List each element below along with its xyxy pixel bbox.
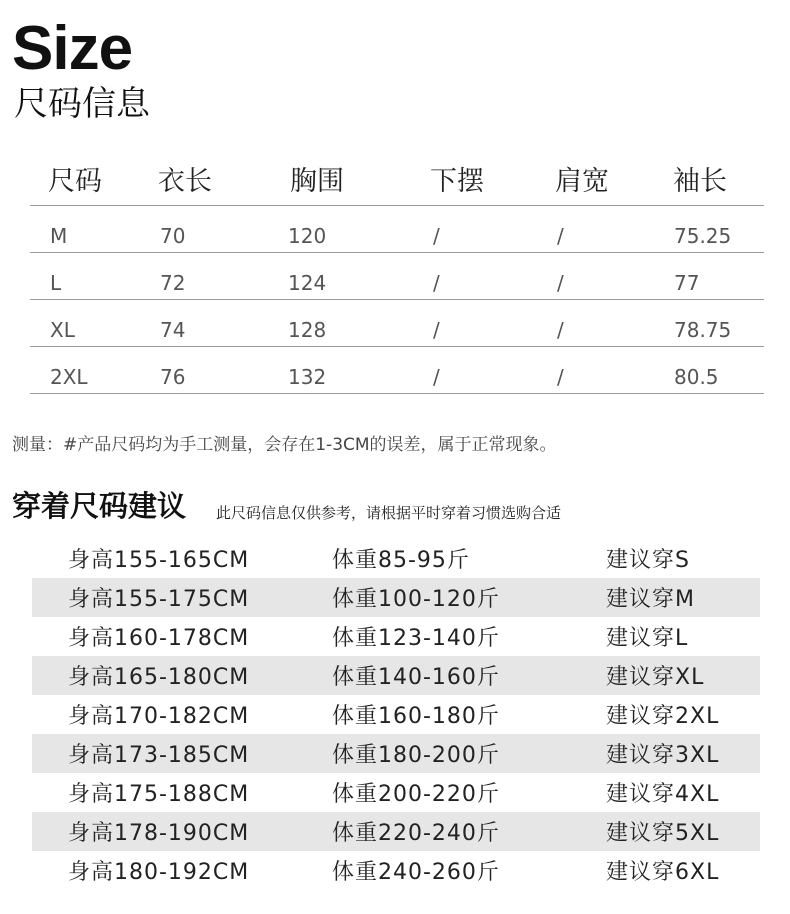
cell-length: 70 (160, 224, 186, 248)
cell-shoulder: / (557, 224, 564, 248)
suggested-size: 建议穿3XL (606, 743, 720, 768)
page-title: Size (12, 14, 133, 83)
cell-size: 2XL (50, 365, 88, 389)
height-range: 身高160-178CM (68, 626, 250, 651)
suggested-size: 建议穿M (606, 587, 695, 612)
suggested-size: 建议穿L (606, 626, 689, 651)
cell-chest: 120 (288, 224, 327, 248)
cell-chest: 132 (288, 365, 327, 389)
cell-sleeve: 77 (674, 271, 700, 295)
suggested-size: 建议穿S (606, 548, 690, 573)
cell-length: 76 (160, 365, 186, 389)
weight-range: 体重85-95斤 (332, 548, 470, 573)
cell-hem: / (433, 224, 440, 248)
height-range: 身高178-190CM (68, 821, 250, 846)
cell-shoulder: / (557, 318, 564, 342)
list-item (32, 695, 760, 734)
suggested-size: 建议穿4XL (606, 782, 720, 807)
cell-length: 74 (160, 318, 186, 342)
recommendation-table (32, 539, 760, 890)
weight-range: 体重100-120斤 (332, 587, 500, 612)
list-item (32, 578, 760, 617)
weight-range: 体重220-240斤 (332, 821, 500, 846)
cell-length: 72 (160, 271, 186, 295)
suggested-size: 建议穿2XL (606, 704, 720, 729)
cell-hem: / (433, 318, 440, 342)
cell-chest: 124 (288, 271, 327, 295)
height-range: 身高155-165CM (68, 548, 250, 573)
cell-sleeve: 80.5 (674, 365, 719, 389)
column-header-hem: 下摆 (430, 166, 484, 197)
table-row (30, 347, 764, 394)
cell-hem: / (433, 365, 440, 389)
cell-sleeve: 78.75 (674, 318, 732, 342)
height-range: 身高170-182CM (68, 704, 250, 729)
column-header-shoulder: 肩宽 (555, 166, 609, 197)
suggested-size: 建议穿5XL (606, 821, 720, 846)
height-range: 身高180-192CM (68, 860, 250, 885)
weight-range: 体重240-260斤 (332, 860, 500, 885)
height-range: 身高165-180CM (68, 665, 250, 690)
column-header-chest: 胸围 (290, 166, 344, 197)
list-item (32, 812, 760, 851)
suggested-size: 建议穿XL (606, 665, 705, 690)
page-subtitle: 尺码信息 (14, 84, 150, 124)
list-item (32, 734, 760, 773)
height-range: 身高175-188CM (68, 782, 250, 807)
cell-shoulder: / (557, 365, 564, 389)
table-row (30, 253, 764, 300)
size-table (30, 145, 764, 394)
suggested-size: 建议穿6XL (606, 860, 720, 885)
table-row (30, 300, 764, 347)
cell-size: M (50, 224, 68, 248)
list-item (32, 539, 760, 578)
cell-shoulder: / (557, 271, 564, 295)
column-header-size: 尺码 (48, 166, 102, 197)
recommendation-subtitle: 此尺码信息仅供参考，请根据平时穿着习惯选购合适 (216, 504, 562, 522)
weight-range: 体重180-200斤 (332, 743, 500, 768)
cell-chest: 128 (288, 318, 327, 342)
weight-range: 体重160-180斤 (332, 704, 500, 729)
weight-range: 体重200-220斤 (332, 782, 500, 807)
cell-hem: / (433, 271, 440, 295)
weight-range: 体重123-140斤 (332, 626, 500, 651)
list-item (32, 656, 760, 695)
column-header-sleeve: 袖长 (673, 166, 727, 197)
recommendation-title: 穿着尺码建议 (12, 489, 187, 523)
list-item (32, 617, 760, 656)
size-table-header (30, 145, 764, 206)
height-range: 身高173-185CM (68, 743, 250, 768)
column-header-length: 衣长 (158, 166, 212, 197)
height-range: 身高155-175CM (68, 587, 250, 612)
cell-size: L (50, 271, 62, 295)
table-row (30, 206, 764, 253)
weight-range: 体重140-160斤 (332, 665, 500, 690)
cell-size: XL (50, 318, 75, 342)
list-item (32, 851, 760, 890)
list-item (32, 773, 760, 812)
cell-sleeve: 75.25 (674, 224, 732, 248)
measurement-note: 测量：#产品尺码均为手工测量，会存在1-3CM的误差，属于正常现象。 (12, 435, 557, 455)
